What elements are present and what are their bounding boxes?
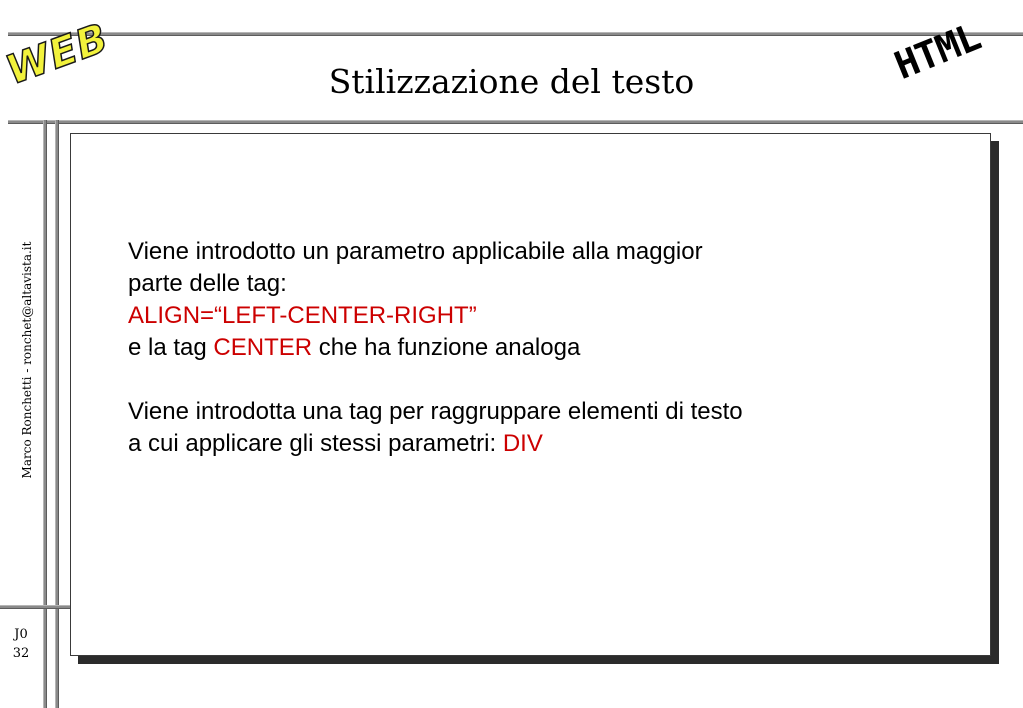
body-line: Viene introdotto un parametro applicabile alla maggior	[128, 238, 703, 265]
footer-rule	[0, 605, 72, 609]
header-bottom-rule	[8, 120, 1023, 124]
body-line: Viene introdotta una tag per raggruppare elementi di testo	[128, 398, 743, 425]
body-line	[128, 428, 968, 460]
paragraph-gap	[128, 364, 968, 396]
slide-title: Stilizzazione del testo	[328, 62, 695, 101]
left-vertical-rule-inner	[55, 120, 59, 708]
slide-number: 32	[12, 646, 30, 661]
align-parameter: ALIGN=“LEFT-CENTER-RIGHT”	[128, 302, 477, 329]
web-logo: WEB	[0, 14, 115, 95]
body-line: parte delle tag:	[128, 270, 287, 297]
body-text: e la tag	[128, 334, 214, 361]
html-logo: HTML	[888, 14, 987, 88]
left-vertical-rule	[43, 120, 47, 708]
content-box	[70, 133, 991, 656]
center-tag: CENTER	[213, 334, 313, 361]
header-top-rule	[8, 32, 1023, 36]
author-credit-text: Marco Ronchetti - ronchet@altavista.it	[20, 241, 34, 479]
slide-code: J0	[14, 627, 28, 642]
div-tag: DIV	[502, 430, 543, 457]
body-line	[128, 332, 968, 364]
body-text: che ha funzione analoga	[312, 334, 581, 361]
slide-body	[128, 236, 968, 460]
body-text: a cui applicare gli stessi parametri:	[128, 430, 503, 457]
